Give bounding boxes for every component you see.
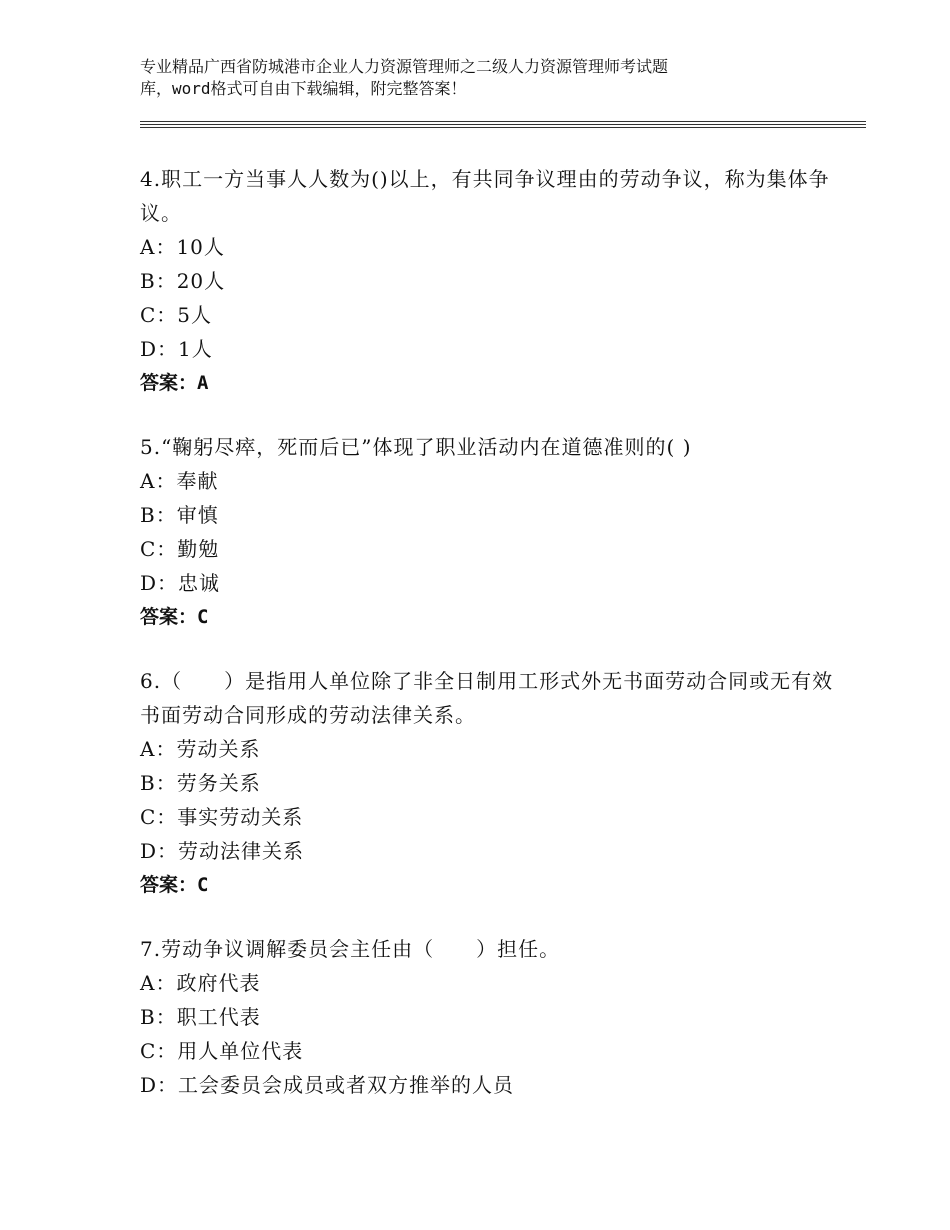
question-text: 7.劳动争议调解委员会主任由（ ）担任。: [140, 937, 561, 961]
option-c: C：5人: [140, 303, 213, 327]
option-a: A：劳动关系: [140, 737, 261, 761]
option-b: B：审慎: [140, 503, 219, 527]
question-text: 6.（ ）是指用人单位除了非全日制用工形式外无书面劳动合同或无有效书面劳动合同形成的劳动法律关系。: [140, 669, 834, 727]
document-header: [140, 56, 780, 100]
option-a: A：10人: [140, 235, 225, 259]
header-line-1: 专业精品广西省防城港市企业人力资源管理师之二级人力资源管理师考试题: [140, 57, 669, 76]
header-divider: [140, 127, 866, 128]
option-d: D：1人: [140, 337, 213, 361]
question-7: [140, 932, 840, 1102]
header-line-2: 库，word格式可自由下载编辑，附完整答案！: [140, 79, 467, 98]
option-a: A：奉献: [140, 469, 219, 493]
question-5: [140, 430, 840, 634]
answer-label: 答案：A: [140, 372, 209, 394]
option-a: A：政府代表: [140, 971, 261, 995]
question-text: 5.“鞠躬尽瘁，死而后已”体现了职业活动内在道德准则的( ): [140, 435, 692, 459]
option-c: C：勤勉: [140, 537, 220, 561]
option-b: B：劳务关系: [140, 771, 261, 795]
question-list: [140, 162, 840, 1132]
header-divider: [140, 124, 866, 125]
question-text: 4.职工一方当事人人数为()以上，有共同争议理由的劳动争议，称为集体争议。: [140, 167, 830, 225]
answer-label: 答案：C: [140, 606, 209, 628]
option-d: D：劳动法律关系: [140, 839, 305, 863]
option-b: B：职工代表: [140, 1005, 261, 1029]
question-6: [140, 664, 840, 902]
answer-label: 答案：C: [140, 874, 209, 896]
question-4: [140, 162, 840, 400]
option-b: B：20人: [140, 269, 226, 293]
header-divider: [140, 121, 866, 122]
option-d: D：忠诚: [140, 571, 221, 595]
option-c: C：用人单位代表: [140, 1039, 304, 1063]
option-c: C：事实劳动关系: [140, 805, 304, 829]
option-d: D：工会委员会成员或者双方推举的人员: [140, 1073, 515, 1097]
